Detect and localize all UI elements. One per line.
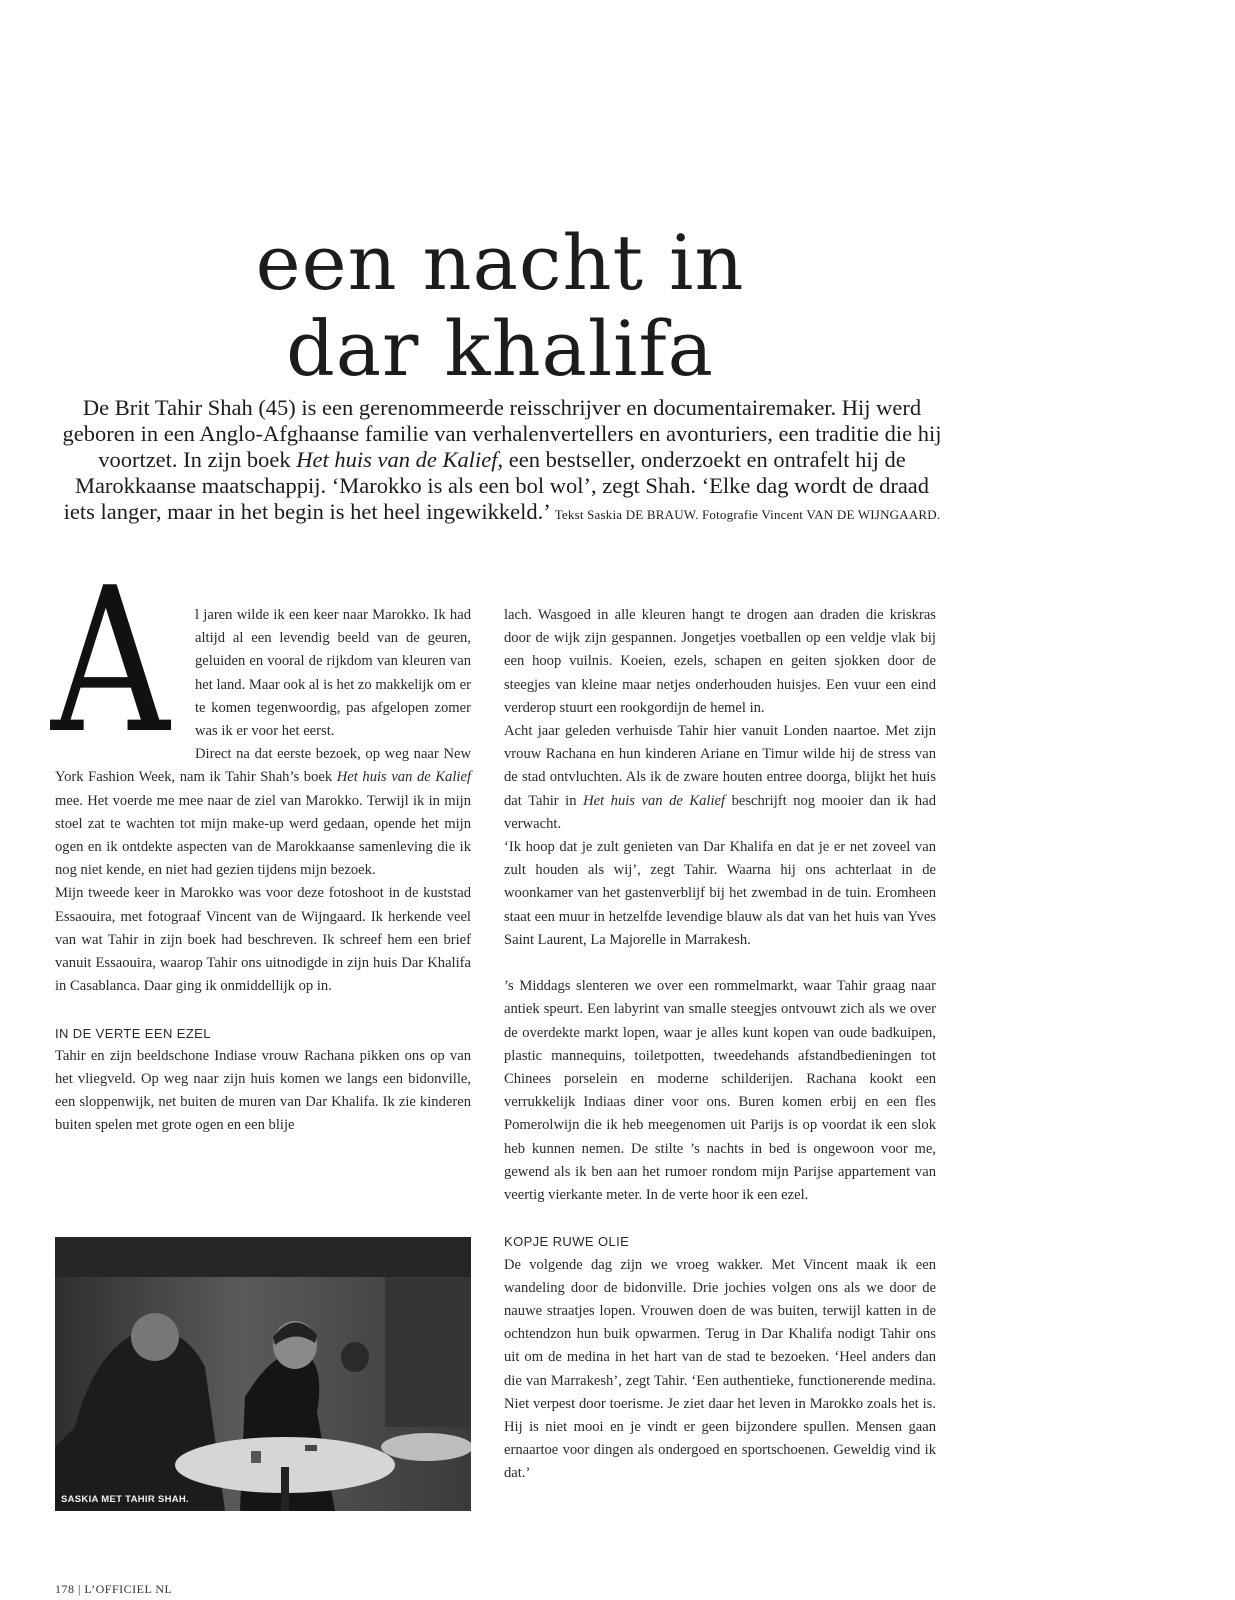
- paragraph-2: Direct na dat eerste bezoek, op weg naar New York Fashion Week, nam ik Tahir Shah’s boek Het huis van de Kalief mee. Het voerde me mee naar de ziel van Marokko. Terwijl ik in mijn stoel zat te wachten tot mijn make-up werd gedaan, opende het mijn ogen en ik ontdekte aspecten van de Marokkaanse samenleving die ik nog niet kende, en niet had gezien tijdens mijn bezoek.: [55, 746, 471, 879]
- paragraph-3: Mijn tweede keer in Marokko was voor deze fotoshoot in de kuststad Essaouira, met fotograaf Vincent van de Wijngaard. Ik herkende veel van wat Tahir in zijn boek had beschreven. Ik schreef hem een brief vanuit Essaouira, waarop Tahir ons uitnodigde in zijn huis Dar Khalifa in Casablanca. Daar ging ik onmiddellijk op in.: [55, 885, 471, 995]
- article-column-right: [504, 604, 936, 1486]
- article-photo: [55, 1237, 471, 1511]
- article-column-left: [51, 545, 471, 1138]
- article-title: [0, 220, 1000, 392]
- subheading-kopje-ruwe-olie: KOPJE RUWE OLIE: [504, 1234, 630, 1250]
- paragraph-9: De volgende dag zijn we vroeg wakker. Met Vincent maak ik een wandeling door de bidonville. Drie jochies volgen ons als we door de nauwe straatjes lopen. Vrouwen doen de was buiten, terwijl katten in de ochtendzon hun buik opwarmen. Terug in Dar Khalifa nodigt Tahir ons uit om de medina in het hart van de stad te bezoeken. ‘Heel anders dan die van Marrakesh’, zegt Tahir. ‘Een authentieke, functionerende medina. Niet verpest door toerisme. Je ziet daar het leven in Marokko zoals het is. Hij is niet mooi en je vindt er geen bijzondere spullen. Mensen gaan ernaartoe voor dingen als ondergoed en sportschoenen. Geweldig vind ik dat.’: [504, 1256, 936, 1482]
- paragraph-8: ’s Middags slenteren we over een rommelmarkt, waar Tahir graag naar antiek speurt. Een labyrint van smalle steegjes ontvouwt zich als we over de overdekte markt lopen, waar je alles kunt kopen van oude badkuipen, plastic mannequins, toiletpotten, tweedehands afstandbedieningen tot Chinees porselein en moderne schilderijen. Rachana kookt een verrukkelijk Indiaas diner voor ons. Buren komen erbij en een fles Pomerolwijn die ik heb meegenomen uit Parijs is op voordat ik een slok heb kunnen nemen. De stilte ’s nachts in bed is ongewoon voor me, gewend als ik ben aan het rumoer rondom mijn Parijse appartement van veertig vierkante meter. In de verte hoor ik een ezel.: [504, 978, 936, 1204]
- photo-illustration: [55, 1237, 471, 1511]
- intro-credits: Tekst Saskia DE BRAUW. Fotografie Vincent VAN DE WIJNGAARD.: [554, 507, 941, 522]
- book-title-ref-2: Het huis van de Kalief: [583, 792, 726, 809]
- intro-standfirst: De Brit Tahir Shah (45) is een gerenommeerde reisschrijver en documentairemaker. Hij werd geboren in een Anglo-Afghaanse familie van verhalenvertellers en avonturiers, een traditie die hij voortzet. In zijn boek Het huis van de Kalief, een bestseller, onderzoekt en ontrafelt hij de Marokkaanse maatschappij. ‘Marokko is als een bol wol’, zegt Shah. ‘Elke dag wordt de draad iets langer, maar in het begin is het heel ingewikkeld.’ Tekst Saskia DE BRAUW. Fotografie Vincent VAN DE WIJNGAARD.: [62, 395, 942, 524]
- title-line-2: dar khalifa: [286, 304, 714, 393]
- paragraph-6: Acht jaar geleden verhuisde Tahir hier vanuit Londen naartoe. Met zijn vrouw Rachana en hun kinderen Ariane en Timur wilde hij de stress van de stad ontvluchten. Als ik de zware houten entree doorga, blijkt het huis dat Tahir in Het huis van de Kalief beschrijft nog mooier dan ik had verwacht.: [504, 723, 936, 832]
- book-title-ref: Het huis van de Kalief: [336, 769, 471, 786]
- drop-cap: A: [51, 545, 170, 778]
- paragraph-1: l jaren wilde ik een keer naar Marokko. Ik had altijd al een levendig beeld van de geuren, geluiden en vooral de rijkdom van kleuren van het land. Maar ook al is het zo makkelijk om er te komen tegenwoordig, pas afgelopen zomer was ik er voor het eerst.: [195, 607, 471, 740]
- intro-book-title: Het huis van de Kalief: [296, 447, 498, 472]
- paragraph-4: Tahir en zijn beeldschone Indiase vrouw Rachana pikken ons op van het vliegveld. Op weg naar zijn huis komen we langs een bidonville, een sloppenwijk, net buiten de muren van Dar Khalifa. Ik zie kinderen buiten spelen met grote ogen en een blije: [55, 1047, 471, 1134]
- subheading-in-de-verte: IN DE VERTE EEN EZEL: [55, 1025, 211, 1041]
- page-folio: 178 | L’OFFICIEL NL: [55, 1582, 173, 1596]
- photo-caption: SASKIA MET TAHIR SHAH.: [61, 1494, 189, 1505]
- paragraph-5: lach. Wasgoed in alle kleuren hangt te drogen aan draden die kriskras door de wijk zijn gespannen. Jongetjes voetballen op een veldje vlak bij een hoop vuilnis. Koeien, ezels, schapen en geiten sjokken door de steegjes van kleine maar netjes onderhouden huisjes. Een vuur een eind verderop stuurt een rookgordijn de hemel in.: [504, 607, 936, 716]
- title-line-1: een nacht in: [255, 218, 745, 307]
- paragraph-7: ‘Ik hoop dat je zult genieten van Dar Khalifa en dat je er net zoveel van zult houden als wij’, zegt Tahir. Waarna hij ons achterlaat in de woonkamer van het gastenverblijf bij het zwembad in de tuin. Eromheen staat een muur in hetzelfde levendige blauw als dat van het huis van Yves Saint Laurent, La Majorelle in Marrakesh.: [504, 839, 936, 948]
